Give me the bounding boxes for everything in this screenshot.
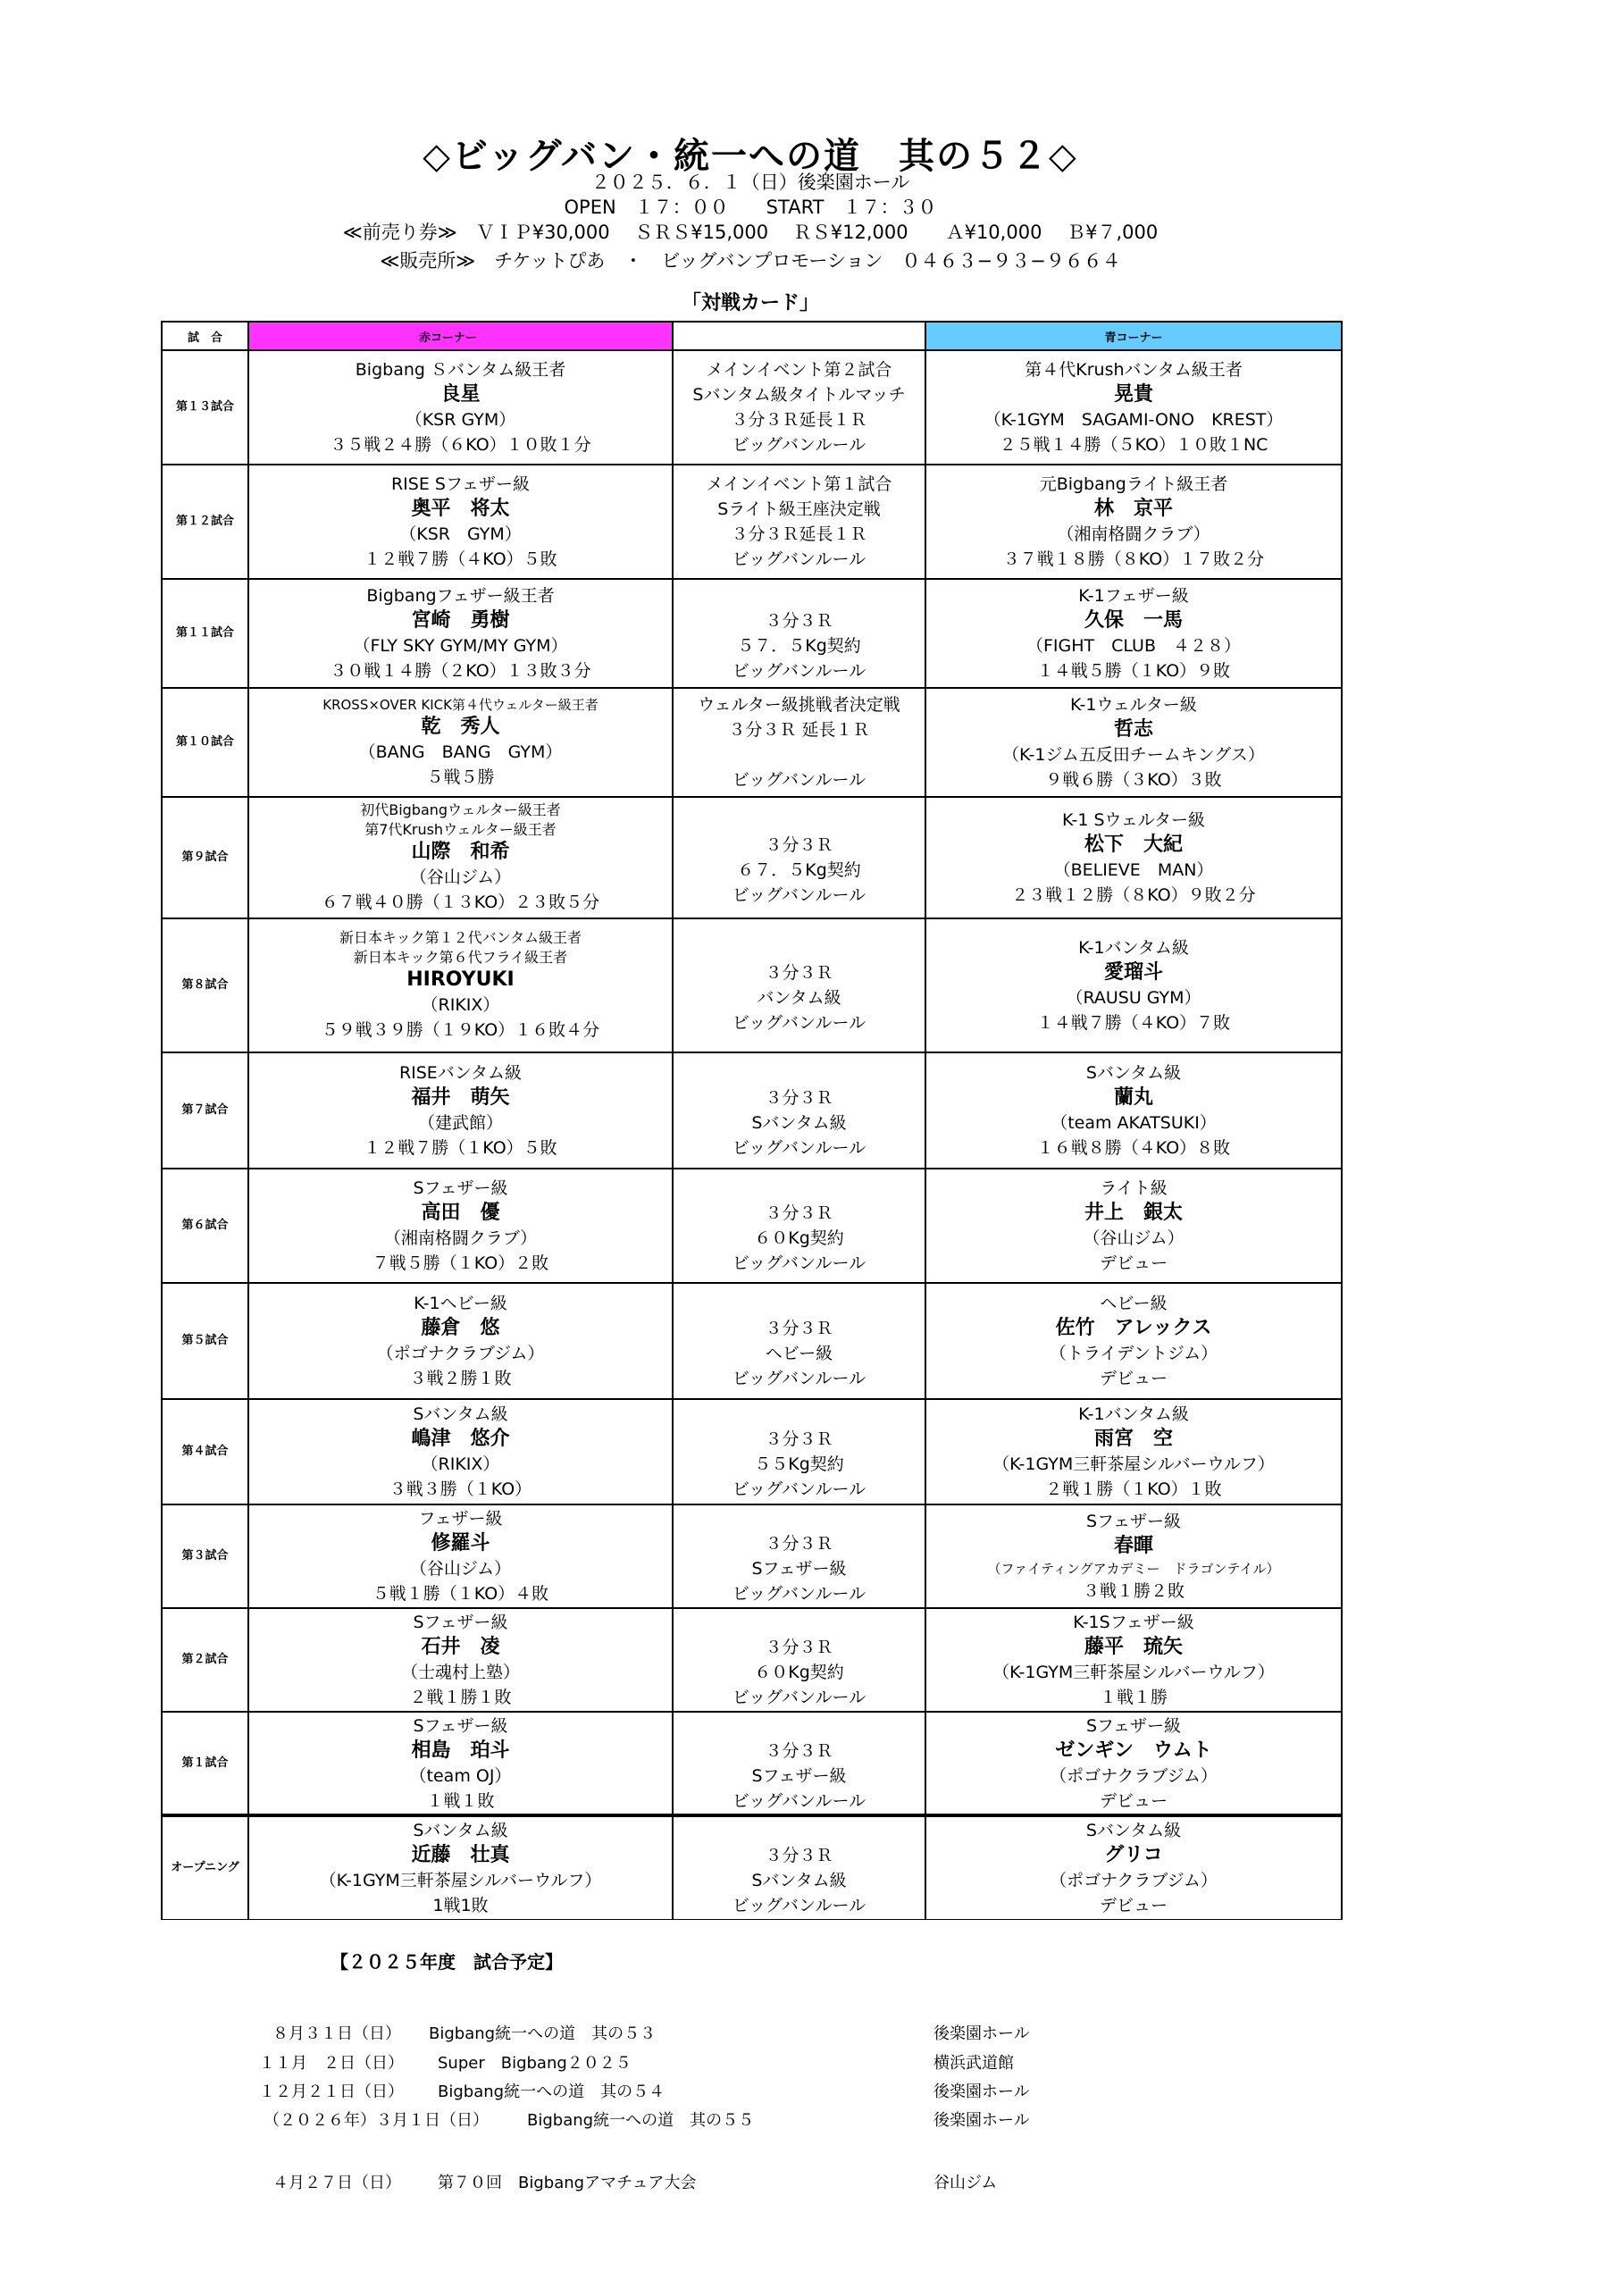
red-line: （RIKIX） (421, 995, 500, 1015)
blue-line: （RAUSU GYM） (1066, 988, 1201, 1008)
blue-line: （K-1GYM三軒茶屋シルバーウルフ） (992, 1454, 1275, 1474)
red-line: KROSS×OVER KICK第４代ウェルター級王者 (322, 697, 599, 713)
blue-corner-cell (925, 1504, 1342, 1608)
blue-line: １４戦７勝（４KO）７敗 (1036, 1013, 1231, 1033)
mid-line: ビッグバンルール (732, 1138, 866, 1158)
red-line: Sバンタム級 (413, 1820, 508, 1840)
blue-line: デビュー (1099, 1790, 1168, 1811)
blue-corner-cell (925, 1608, 1342, 1712)
blue-line: Sバンタム級 (1085, 1820, 1182, 1840)
mid-line: ５７．５Kg契約 (737, 636, 861, 656)
schedule-event: Super Bigbang２０２５ (438, 2054, 632, 2073)
red-line: RISEバンタム級 (398, 1063, 523, 1083)
blue-line: ９戦６勝（３KO）３敗 (1045, 770, 1222, 790)
blue-line: （谷山ジム） (1083, 1228, 1185, 1248)
mid-line: ３分３Ｒ (765, 963, 833, 983)
mid-line: ビッグバンルール (732, 1895, 866, 1915)
red-corner-cell (248, 1504, 673, 1608)
fighter-name: 良星 (440, 383, 481, 406)
mid-line (674, 808, 925, 833)
mid-line: ビッグバンルール (732, 1688, 866, 1707)
mid-line: ３分３Ｒ (765, 835, 833, 855)
red-corner-cell (248, 918, 673, 1052)
blue-corner-cell (925, 1815, 1342, 1919)
blue-corner-cell (925, 1712, 1342, 1815)
red-corner-cell (248, 688, 673, 797)
fighter-name: 相島 珀斗 (411, 1739, 510, 1762)
red-line: ３５戦２４勝（６KO）１０敗１分 (330, 435, 591, 455)
red-line: （ポゴナクラブジム） (376, 1344, 545, 1363)
schedule-event: 第７０回 Bigbangアマチュア大会 (438, 2174, 697, 2192)
fighter-name: 嶋津 悠介 (411, 1428, 510, 1450)
blue-line: ３戦１勝２敗 (1082, 1581, 1185, 1601)
schedule-event: Bigbang統一への道 其の５４ (438, 2082, 666, 2101)
table-header-row (162, 322, 1342, 350)
schedule-title: 【２０２５年度 試合予定】 (331, 1951, 563, 1973)
mid-line: ビッグバンルール (732, 1479, 866, 1499)
mid-line: ３分３Ｒ (765, 1319, 833, 1338)
fight-row (162, 1283, 1342, 1399)
blue-corner-cell (925, 797, 1342, 918)
blue-line: （ファイティングアカデミー ドラゴンテイル） (987, 1561, 1280, 1577)
mid-line: Sフェザー級 (751, 1765, 847, 1786)
blue-line: ２３戦１２勝（８KO）９敗２分 (1011, 885, 1256, 905)
mid-line (674, 935, 925, 960)
fighter-name: 春暉 (1113, 1535, 1153, 1557)
blue-line: K-1ウェルター級 (1070, 695, 1197, 715)
blue-line: （FIGHT CLUB ４２８） (1026, 636, 1241, 656)
fight-row (162, 688, 1342, 797)
red-corner-cell (248, 1815, 673, 1919)
fighter-name: 高田 優 (421, 1202, 500, 1224)
bout-label: 第９試合 (162, 797, 248, 918)
red-line: ６７戦４０勝（１３KO）２３敗５分 (321, 892, 600, 912)
fight-card-table (161, 321, 1343, 1920)
mid-line: ３分３Ｒ 延長１Ｒ (728, 720, 870, 740)
fighter-name: ゼンギン ウムト (1055, 1739, 1212, 1762)
fighter-name: 晃貴 (1113, 383, 1153, 406)
red-corner-cell (248, 1712, 673, 1815)
blue-line: 第４代Krushバンタム級王者 (1025, 360, 1243, 380)
fighter-name: 井上 銀太 (1084, 1202, 1183, 1224)
mid-corner-cell (673, 918, 925, 1052)
bout-label: 第２試合 (162, 1608, 248, 1712)
fighter-name: 修羅斗 (431, 1532, 490, 1555)
bout-label: 第６試合 (162, 1169, 248, 1283)
header-bout: 試 合 (162, 322, 248, 350)
bout-label: 第１２試合 (162, 465, 248, 579)
red-corner-cell (248, 797, 673, 918)
fighter-name: 久保 一馬 (1084, 609, 1183, 632)
mid-line: ビッグバンルール (732, 661, 866, 681)
fighter-name: 山際 和希 (411, 841, 510, 863)
schedule-date: １２月２１日（日） (259, 2082, 404, 2101)
bout-label: 第１３試合 (162, 350, 248, 465)
ticket-sales: ≪販売所≫ チケットぴあ ・ ビッグバンプロモーション ０４６３−９３−９６６４ (380, 250, 1121, 272)
fighter-name: 乾 秀人 (421, 716, 500, 738)
red-line: （K-1GYM三軒茶屋シルバーウルフ） (319, 1870, 602, 1890)
mid-line (674, 583, 925, 608)
blue-line: （ポゴナクラブジム） (1050, 1765, 1218, 1786)
red-line: ３０戦１４勝（２KO）１３敗３分 (330, 661, 591, 681)
mid-line: ビッグバンルール (732, 1369, 866, 1388)
fighter-name: 宮崎 勇樹 (411, 609, 510, 632)
mid-line: メインイベント第１試合 (706, 474, 892, 494)
red-line: ５戦１勝（１KO）４敗 (372, 1584, 549, 1604)
schedule-event: Bigbang統一への道 其の５３ (429, 2024, 657, 2043)
red-line: （建武館） (417, 1113, 503, 1133)
fighter-name: 松下 大紀 (1084, 834, 1183, 856)
mid-line: ３分３Ｒ (765, 1088, 833, 1108)
bout-label: 第８試合 (162, 918, 248, 1052)
red-line: Sフェザー級 (413, 1178, 508, 1198)
blue-line: Sフェザー級 (1085, 1512, 1182, 1531)
mid-corner-cell (673, 1608, 925, 1712)
blue-line: ２戦１勝（１KO）１敗 (1045, 1479, 1222, 1499)
mid-line (674, 1060, 925, 1085)
schedule-venue: 後楽園ホール (933, 2111, 1030, 2130)
bout-label: オープニング (162, 1815, 248, 1919)
mid-line: ３分３Ｒ (765, 611, 833, 631)
mid-line: ビッグバンルール (732, 549, 866, 569)
blue-line: K-1バンタム級 (1078, 938, 1189, 958)
mid-line (674, 1402, 925, 1427)
red-line: （谷山ジム） (409, 1559, 512, 1579)
mid-corner-cell (673, 1399, 925, 1504)
red-line: 1戦1敗 (432, 1895, 489, 1915)
mid-line (674, 1714, 925, 1739)
schedule-venue: 後楽園ホール (933, 2024, 1030, 2043)
blue-corner-cell (925, 1169, 1342, 1283)
blue-line: ヘビー級 (1100, 1294, 1168, 1313)
fight-row (162, 350, 1342, 465)
blue-corner-cell (925, 1399, 1342, 1504)
mid-line: ５５Kg契約 (754, 1454, 844, 1474)
red-corner-cell (248, 579, 673, 688)
blue-line: （team AKATSUKI） (1051, 1113, 1217, 1133)
mid-line: Sバンタム級タイトルマッチ (692, 385, 906, 405)
fighter-name: 林 京平 (1093, 498, 1173, 520)
fight-row (162, 797, 1342, 918)
mid-corner-cell (673, 1052, 925, 1169)
mid-line: ３分３Ｒ延長１Ｒ (731, 524, 867, 544)
fight-row (162, 1712, 1342, 1815)
blue-corner-cell (925, 465, 1342, 579)
mid-line: ３分３Ｒ (765, 1740, 833, 1761)
fight-row (162, 918, 1342, 1052)
red-line: （KSR GYM） (405, 410, 516, 430)
header-red-corner: 赤コーナー (248, 322, 673, 350)
schedule-venue: 後楽園ホール (933, 2082, 1030, 2101)
mid-corner-cell (673, 688, 925, 797)
red-corner-cell (248, 465, 673, 579)
mid-corner-cell (673, 797, 925, 918)
fighter-name: 近藤 壮真 (411, 1843, 510, 1866)
fighter-name: 藤平 琉矢 (1084, 1636, 1183, 1658)
fighter-name: 蘭丸 (1113, 1086, 1153, 1109)
fight-row (162, 579, 1342, 688)
card-label: 「対戦カード」 (681, 292, 819, 314)
event-date-venue: ２０２５．６．１（日）後楽園ホール (590, 172, 910, 193)
fight-row (162, 1504, 1342, 1608)
bout-label: 第１１試合 (162, 579, 248, 688)
blue-line: １戦１勝 (1099, 1688, 1168, 1707)
header-blue-corner: 青コーナー (925, 322, 1342, 350)
red-line: 新日本キック第１２代バンタム級王者 (339, 929, 582, 946)
fighter-name: 雨宮 空 (1093, 1428, 1173, 1450)
red-line: ５戦５勝 (426, 767, 495, 787)
red-line: （KSR GYM） (399, 524, 522, 544)
blue-line: （BELIEVE MAN） (1053, 860, 1214, 880)
red-line: １戦１敗 (426, 1790, 495, 1811)
mid-line: ビッグバンルール (732, 1253, 866, 1273)
header-middle (673, 322, 925, 350)
blue-line: K-1Sフェザー級 (1073, 1613, 1194, 1632)
mid-line (674, 1818, 925, 1843)
blue-corner-cell (925, 1052, 1342, 1169)
fight-row (162, 1399, 1342, 1504)
red-line: １２戦７勝（１KO）５敗 (364, 1138, 557, 1158)
schedule-venue: 谷山ジム (933, 2174, 998, 2192)
blue-line: （K-1ジム五反田チームキングス） (1002, 745, 1265, 765)
page-title: ◇ビッグバン・統一への道 其の５２◇ (423, 136, 1078, 177)
blue-line: （湘南格闘クラブ） (1057, 524, 1210, 544)
fight-row (162, 1052, 1342, 1169)
fighter-name: 石井 凌 (421, 1636, 500, 1658)
blue-line: K-1フェザー級 (1078, 586, 1189, 606)
red-line: （BANG BANG GYM） (358, 742, 563, 762)
red-line: Bigbangフェザー級王者 (366, 586, 555, 606)
red-line: RISE Sフェザー級 (390, 474, 531, 494)
mid-line: メインイベント第２試合 (706, 360, 892, 380)
mid-line (674, 1610, 925, 1635)
red-line: ２戦１勝１敗 (409, 1688, 512, 1707)
mid-corner-cell (673, 350, 925, 465)
blue-line: ２５戦１４勝（５KO）１０敗１NC (999, 435, 1268, 455)
fighter-name: 愛瑠斗 (1103, 961, 1163, 984)
mid-line: ３分３Ｒ (765, 1534, 833, 1554)
schedule-date: １１月 ２日（日） (259, 2054, 404, 2073)
blue-line: （K-1GYM三軒茶屋シルバーウルフ） (992, 1663, 1275, 1682)
mid-line: ６０Kg契約 (754, 1228, 844, 1248)
blue-line: １６戦８勝（４KO）８敗 (1036, 1138, 1231, 1158)
red-line: （FLY SKY GYM/MY GYM） (353, 636, 568, 656)
blue-line: デビュー (1099, 1253, 1168, 1273)
fight-row (162, 465, 1342, 579)
blue-corner-cell (925, 579, 1342, 688)
red-corner-cell (248, 1399, 673, 1504)
red-line: （士魂村上塾） (400, 1663, 520, 1682)
mid-line: ビッグバンルール (732, 885, 866, 905)
fight-row (162, 1608, 1342, 1712)
fight-row (162, 1169, 1342, 1283)
mid-line: ３分３Ｒ (765, 1845, 833, 1865)
mid-line: Sバンタム級 (751, 1870, 847, 1890)
mid-corner-cell (673, 1283, 925, 1399)
blue-corner-cell (925, 688, 1342, 797)
fight-row (162, 1815, 1342, 1919)
schedule-date: ４月２７日（日） (272, 2174, 401, 2192)
mid-line: ３分３Ｒ延長１Ｒ (731, 410, 867, 430)
blue-corner-cell (925, 350, 1342, 465)
mid-line: ６７．５Kg契約 (737, 860, 861, 880)
blue-corner-cell (925, 918, 1342, 1052)
fighter-name: 奥平 将太 (411, 498, 510, 520)
schedule-date: ８月３１日（日） (272, 2024, 401, 2043)
mid-corner-cell (673, 579, 925, 688)
blue-line: K-1 Sウェルター級 (1062, 810, 1205, 830)
red-line: Sバンタム級 (413, 1404, 508, 1424)
mid-line: ビッグバンルール (732, 770, 866, 790)
red-corner-cell (248, 1283, 673, 1399)
mid-corner-cell (673, 465, 925, 579)
mid-line: Sライト級王座決定戦 (717, 499, 881, 519)
red-line: （team OJ） (409, 1765, 512, 1786)
fighter-name: 哲志 (1113, 718, 1153, 741)
red-line: Bigbang Ｓバンタム級王者 (355, 360, 566, 380)
red-line: ３戦３勝（１KO） (389, 1479, 532, 1499)
blue-line: デビュー (1099, 1369, 1168, 1388)
mid-line: ビッグバンルール (732, 1584, 866, 1604)
red-line: ７戦５勝（１KO）２敗 (372, 1253, 549, 1273)
schedule-date: （２０２６年）３月１日（日） (264, 2111, 489, 2130)
blue-line: （ポゴナクラブジム） (1050, 1870, 1218, 1890)
blue-line: K-1バンタム級 (1078, 1404, 1189, 1424)
mid-line (674, 1291, 925, 1316)
fighter-name: 藤倉 悠 (421, 1317, 500, 1339)
mid-line (674, 1506, 925, 1531)
schedule-venue: 横浜武道館 (933, 2054, 1014, 2073)
mid-corner-cell (673, 1504, 925, 1608)
red-line: ３戦２勝１敗 (409, 1369, 512, 1388)
mid-corner-cell (673, 1712, 925, 1815)
red-line: （湘南格闘クラブ） (383, 1228, 538, 1248)
ticket-prices: ≪前売り券≫ ＶＩＰ¥30,000 ＳＲＳ¥15,000 ＲＳ¥12,000 Ａ¥10,000 Ｂ¥７,000 (342, 222, 1159, 243)
schedule-event: Bigbang統一への道 其の５５ (527, 2111, 755, 2130)
blue-line: Sバンタム級 (1085, 1063, 1182, 1083)
bout-label: 第４試合 (162, 1399, 248, 1504)
red-line: 新日本キック第６代フライ級王者 (353, 949, 568, 966)
mid-line: Sバンタム級 (751, 1113, 847, 1133)
bout-label: 第５試合 (162, 1283, 248, 1399)
mid-line: ３分３Ｒ (765, 1638, 833, 1657)
mid-line (674, 742, 925, 767)
red-corner-cell (248, 1608, 673, 1712)
red-line: K-1ヘビー級 (414, 1294, 507, 1313)
bout-label: 第３試合 (162, 1504, 248, 1608)
red-line: 初代Bigbangウェルター級王者 (360, 801, 561, 818)
mid-line: バンタム級 (757, 988, 841, 1008)
bout-label: 第１０試合 (162, 688, 248, 797)
event-times: OPEN １７：００ START １７：３０ (564, 197, 937, 218)
blue-corner-cell (925, 1283, 1342, 1399)
blue-line: Sフェザー級 (1085, 1715, 1182, 1736)
red-line: Sフェザー級 (413, 1715, 508, 1736)
fighter-name: グリコ (1104, 1843, 1163, 1866)
red-line: フェザー級 (418, 1509, 503, 1529)
mid-line (674, 1176, 925, 1201)
mid-line: ビッグバンルール (732, 1013, 866, 1033)
fighter-name: HIROYUKI (406, 968, 515, 991)
fighter-name: 佐竹 アレックス (1055, 1317, 1212, 1339)
red-line: Sフェザー級 (413, 1613, 508, 1632)
bout-label: 第１試合 (162, 1712, 248, 1815)
blue-line: ライト級 (1100, 1178, 1168, 1198)
mid-line: ３分３Ｒ (765, 1203, 833, 1223)
red-corner-cell (248, 350, 673, 465)
mid-line: ビッグバンルール (732, 1790, 866, 1811)
red-corner-cell (248, 1052, 673, 1169)
mid-line: ウェルター級挑戦者決定戦 (698, 695, 900, 715)
blue-line: デビュー (1099, 1895, 1168, 1915)
blue-line: １４戦５勝（１KO）９敗 (1036, 661, 1231, 681)
red-line: ５９戦３９勝（１９KO）１６敗４分 (321, 1020, 600, 1040)
mid-line: ６０Kg契約 (754, 1663, 844, 1682)
red-line: 第7代Krushウェルター級王者 (364, 821, 557, 838)
blue-line: （トライデントジム） (1049, 1344, 1218, 1363)
red-line: （RIKIX） (421, 1454, 500, 1474)
fighter-name: 福井 萌矢 (411, 1086, 510, 1109)
red-line: １２戦７勝（４KO）５敗 (364, 549, 557, 569)
mid-corner-cell (673, 1169, 925, 1283)
mid-line: Sフェザー級 (751, 1559, 847, 1579)
red-corner-cell (248, 1169, 673, 1283)
blue-line: ３７戦１８勝（８KO）１７敗２分 (1002, 549, 1265, 569)
bout-label: 第７試合 (162, 1052, 248, 1169)
mid-line: ３分３Ｒ (765, 1429, 833, 1449)
blue-line: （K-1GYM SAGAMI-ONO KREST） (984, 410, 1284, 430)
mid-corner-cell (673, 1815, 925, 1919)
mid-line: ビッグバンルール (732, 435, 866, 455)
mid-line: ヘビー級 (765, 1344, 833, 1363)
red-line: （谷山ジム） (409, 867, 512, 887)
blue-line: 元Bigbangライト級王者 (1039, 474, 1228, 494)
